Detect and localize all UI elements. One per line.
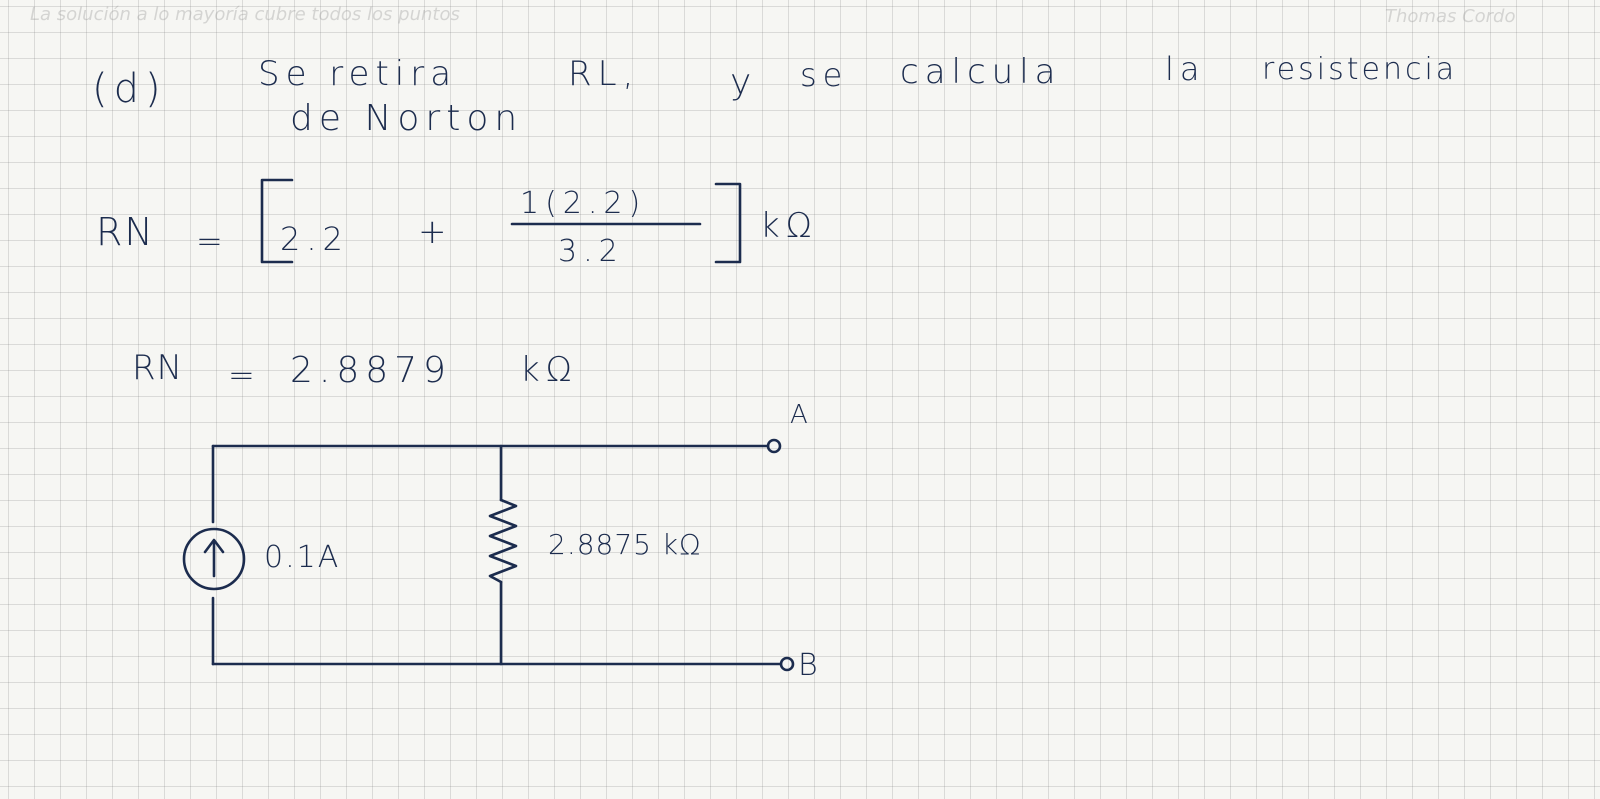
statement-text-se: se	[800, 56, 849, 94]
eq2-lhs: RN	[132, 348, 184, 388]
resistor-symbol	[490, 500, 516, 582]
eq1-lhs: RN	[96, 210, 155, 254]
terminal-b-label: B	[798, 648, 824, 683]
part-label: (d)	[92, 66, 167, 112]
eq1-left-bracket	[262, 180, 292, 262]
eq1-unit: kΩ	[760, 206, 818, 246]
eq1-equals: =	[196, 222, 229, 260]
terminal-b-node	[781, 658, 793, 670]
statement-text-norton: de Norton	[290, 98, 524, 139]
bleed-through-text-left: La solución a lo mayoría cubre todos los puntos	[30, 4, 460, 25]
statement-text-rl: RL,	[568, 54, 640, 94]
eq1-numerator: 1(2.2)	[520, 186, 647, 221]
terminal-a-node	[768, 440, 780, 452]
source-label: 0.1A	[264, 540, 341, 575]
eq2-unit: kΩ	[520, 350, 578, 390]
statement-text-retira: Se retira	[258, 54, 458, 94]
eq2-equals: =	[228, 356, 261, 394]
statement-text-la: la	[1165, 50, 1206, 88]
statement-text-calcula: calcula	[900, 52, 1062, 92]
eq1-denominator: 3.2	[558, 234, 624, 269]
eq1-term1: 2.2	[280, 220, 349, 258]
statement-text-resistencia: resistencia	[1262, 52, 1458, 87]
statement-text-y: y	[730, 62, 758, 103]
eq2-value: 2.8879	[290, 350, 452, 391]
eq1-plus: +	[418, 212, 453, 252]
eq1-right-bracket	[716, 184, 740, 262]
terminal-a-label: A	[790, 400, 814, 430]
bleed-through-text-right: Thomas Cordo	[1385, 6, 1516, 27]
resistor-label: 2.8875 kΩ	[548, 528, 702, 561]
